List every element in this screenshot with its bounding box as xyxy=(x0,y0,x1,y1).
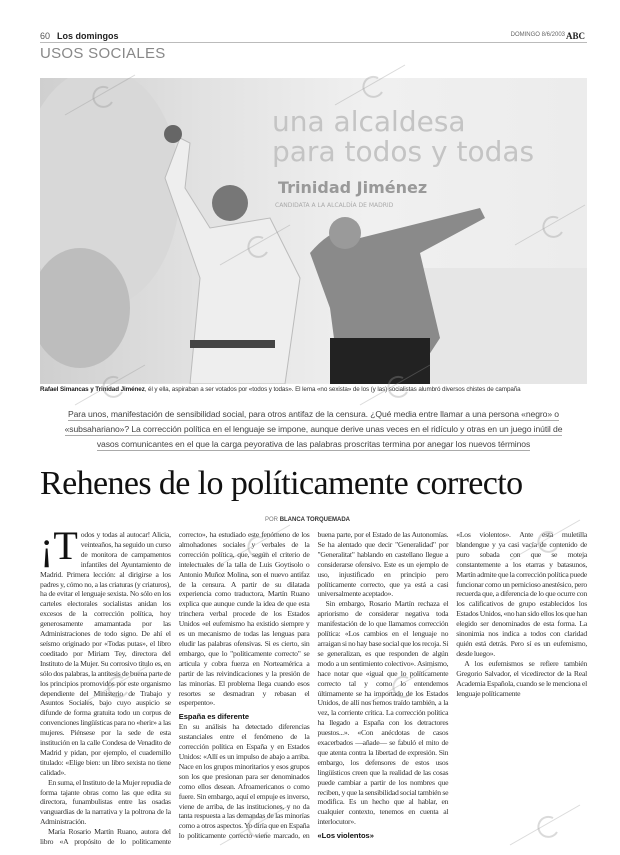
article-subhead: España es diferente xyxy=(178,712,250,722)
article-paragraph: odos y todas al autocar! Alicia, veinteaños, ha seguido un curso de monitora de campamentos infantiles del Ayuntamiento de Madrid. Primera lección: al dirigirse a los padres y, cómo no, a las criaturas (y criaturos), ha de evitar el lenguaje sexista. No sólo en los carteles electorales socialistas anidan los excesos de la corrección política, hoy generosamente amamantada por las Administraciones de todo signo. De ahí el seísmo originado por «Todas putas», el libro coeditado por Miriam Tey, directora del Instituto de la Mujer. Su corrosivo título es, en sólo dos palabras, la antítesis de buena parte de los principios promovidos por este organismo dependiente del Ministerio de Trabajo y Asuntos Sociales, bajo cuyo auspicio se difunde de forma gratuita todo un corpus de convenciones lingüísticas para no «herir» a las mujeres. Piénsese por la sede de esta institución en la calle Condesa de Venadito de Madrid y pidan, por ejemplo, el cuadernillo titulado: «Elige bien: un libro sexista no tiene calidad». xyxy=(40,530,171,777)
article-paragraph: María Rosario Martín Ruano, autora del libro «A propósito de lo políticamente correcto», ha estudiado este fenómeno de los almohadones sociales y verbales de la corrección política, que, según el criterio de intelectuales de la talla de Luis Goytisolo o Antonio Muñoz Molina, son el nuevo antifaz de la censura. A partir de su dilatada experiencia como traductora, Martín Ruano explica que aunque cunde la idea de que esta trinchera verbal procede de los Estados Unidos «el eufemismo ha existido siempre y es un mecanismo de todas las lenguas para eludir las palabras ofensivas. Si es cierto, sin embargo, que lo "políticamente correcto" se articula y cobra fuerza en Norteamérica a partir de las reivindicaciones y la presión de las minorías. El problema llega cuando esos resortes se desmadran y rebasan el esperpento». xyxy=(40,530,310,847)
photo-caption xyxy=(40,386,587,394)
news-photo xyxy=(40,78,587,384)
section-rubric: USOS SOCIALES xyxy=(40,45,166,62)
byline-prefix: POR xyxy=(265,517,279,523)
section-name: Los domingos xyxy=(57,31,119,41)
drop-cap: ¡T xyxy=(40,523,78,568)
poster-candidate-title: CANDIDATA A LA ALCALDÍA DE MADRID xyxy=(275,202,394,209)
byline-author: BLANCA TORQUEMADA xyxy=(279,517,351,523)
deck-line: Para unos, manifestación de sensibilidad social, para otros antifaz de la censura. ¿Qué media entre llamar a una persona «negro» o xyxy=(68,409,559,419)
poster-candidate-name: Trinidad Jiménez xyxy=(278,178,428,197)
article-paragraph: En suma, el Instituto de la Mujer repudia de forma tajante obras como las que edita su directora, funambulistas entre las osadas vanguardias de la narrativa y la poltrona de la Administración. xyxy=(40,777,171,827)
poster-slogan-2: para todos y todas xyxy=(272,135,535,168)
page-header xyxy=(40,31,587,43)
brand-logo: ABC xyxy=(565,31,585,41)
article-paragraph: Sin embargo, Rosario Martín rechaza el apriorismo de considerar negativa toda manifestación de lo que llamamos corrección política: «Los cambios en el lenguaje no arraigan si no hay base social que los recoja. Si se generalizan, es que responden de algún modo a un sentimiento colectivo». Asimismo, hace notar que «igual que lo políticamente correcto tal y como lo entendemos últimamente se ha importado de los Estados Unidos, de allí nos hemos traído también, a la vez, la corriente crítica. La corrección política ha llegado a España con los detractores puestos...». «Con anécdotas de casos exacerbados —añade— se fabuló el mito de que atenta contra la libertad de expresión. Sin embargo, los defensores de estos usos lingüísticos creen que la realidad de las cosas puede cambiar a partir de los nombres que reciben, y que la sensibilidad social también se modifica. Es un hecho que al hablar, en cualquier contexto, tenemos en cuenta al interlocutor». xyxy=(317,599,449,827)
article-body xyxy=(40,523,587,848)
article-paragraph: «Los violentos». Ante esta muletilla blandengue y ya casi vacía de contenido de puro sobada con que se moteja constantemente a los etarras y batasunos, Martín admite que la corrección política puede funcionar como un pernicioso anestésico, pero recuerda que, a diferencia de lo que ocurre con los calificativos de grupo establecidos los Estados Unidos, «no han sido ellos los que han elegido ser denominados de esta forma. La sinonimia nos indica a todos con claridad quién está detrás. Pero sí es un eufemismo, desde luego». xyxy=(456,530,587,658)
deck-line: vasos comunicantes en el que la carga peyorativa de las palabras proscritas termina por anegar los nuevos términos xyxy=(96,439,531,449)
caption-text: , él y ella, aspiraban a ser votados por «todos y todas». El lema «no sexista» de los (y las) socialistas alumbró diversos chistes de campaña xyxy=(144,386,521,393)
article-paragraph: A los eufemismos se refiere también Gregorio Salvador, el vicedirector de la Real Academia Española, cuando se le menciona el lenguaje políticamente xyxy=(456,658,587,698)
issue-date: DOMINGO 8/6/2003 xyxy=(510,32,565,38)
article-headline: Rehenes de lo políticamente correcto xyxy=(40,465,523,502)
caption-names: Rafael Simancas y Trinidad Jiménez xyxy=(40,386,145,393)
article-paragraph: En su análisis ha detectado diferencias sustanciales entre el fenómeno de la corrección política en España y en Estados Unidos: «Allí es un impulso de abajo a arriba. Nace en los grupos minoritarios y esos grupos son los que presionan para ser denominados como ellos desean. Afroamericanos o como fuere. Sin embargo, aquí el empuje es inverso, viene de arriba, de las instituciones, y no da tanta respuesta a las demandas de las minorías como a otros aspectos. Yo diría que en España lo políticamente correcto viene marcado, en buena parte, por el Estado de las Autonomías. Se ha alentado que decir "Generalidad" por "Generalitat" hablando en castellano llegue a considerarse ofensivo. Este es un ejemplo de uso, injustificado en principio pero políticamente correcto, que ya está a casi universalmente aceptado». xyxy=(178,530,449,841)
article-deck xyxy=(30,407,597,452)
deck-line: «subsahariano»? La corrección política en el lenguaje se impone, aunque derive unas veces en el ridículo y otras en un juego inútil de xyxy=(64,424,563,434)
byline xyxy=(265,517,350,523)
page-number: 60 xyxy=(40,31,51,41)
poster-slogan-1: una alcaldesa xyxy=(272,105,466,138)
article-subhead: «Los violentos» xyxy=(317,831,374,841)
